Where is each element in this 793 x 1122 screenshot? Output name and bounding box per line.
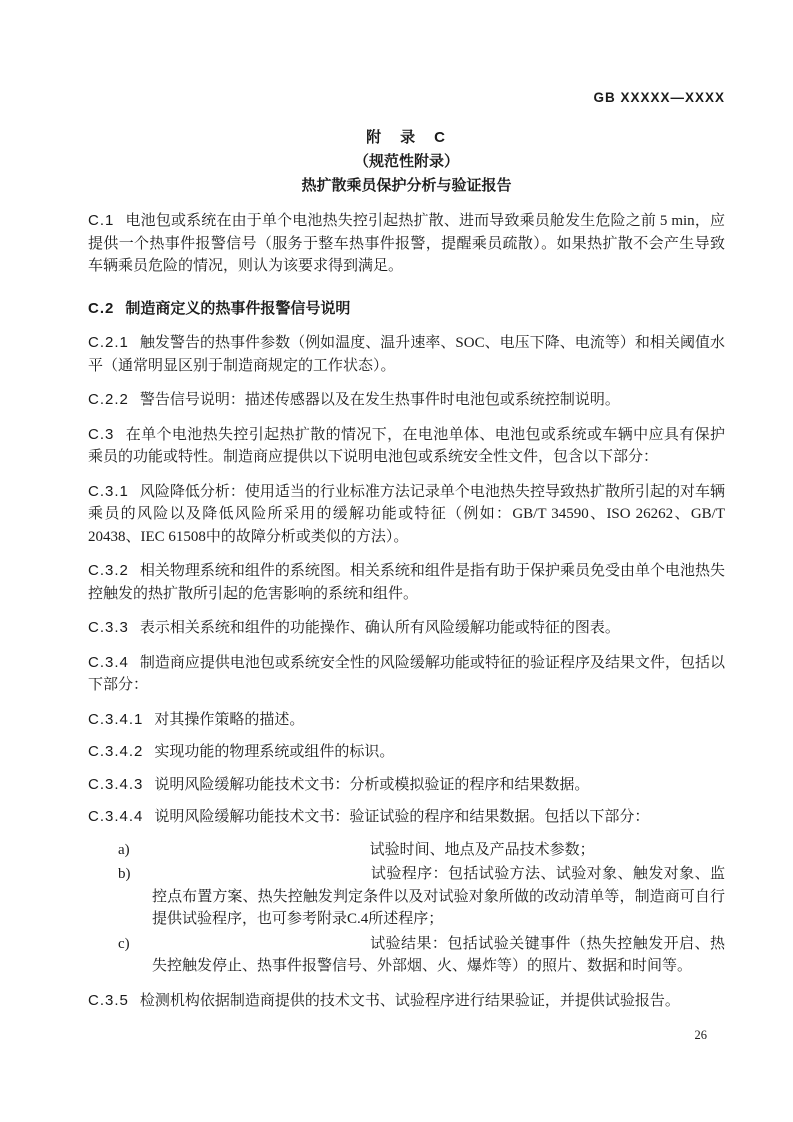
list-letter: c) [118, 935, 130, 952]
clause-number: C.3.4.4 [88, 808, 144, 825]
list-text: 试验程序：包括试验方法、试验对象、触发对象、监控点布置方案、热失控触发判定条件以及对试验对象所做的改动清单等，制造商可自行提供试验程序，也可参考附录C.4所述程序； [152, 866, 725, 927]
clause-text: 相关物理系统和组件的系统图。相关系统和组件是指有助于保护乘员免受由单个电池热失控触发的热扩散所引起的危害影响的系统和组件。 [88, 563, 725, 602]
clause-c32 [88, 560, 725, 605]
page-number: 26 [694, 1028, 707, 1042]
clause-text: 制造商应提供电池包或系统安全性的风险缓解功能或特征的验证程序及结果文件，包括以下部分： [88, 654, 725, 693]
clause-text: 电池包或系统在由于单个电池热失控引起热扩散、进而导致乘员舱发生危险之前 5 min，应提供一个热事件报警信号（服务于整车热事件报警，提醒乘员疏散）。如果热扩散不会产生导致车辆乘员危险的情况，则认为该要求得到满足。 [88, 213, 725, 274]
clause-text: 制造商定义的热事件报警信号说明 [125, 299, 351, 317]
clause-text: 风险降低分析：使用适当的行业标准方法记录单个电池热失控导致热扩散所引起的对车辆乘员的风险以及降低风险所采用的缓解功能或特征（例如：GB/T 34590、ISO 26262、GB/T 20438、IEC 61508中的故障分析或类似的方法）。 [88, 483, 725, 545]
clause-text: 在单个电池热失控引起热扩散的情况下，在电池单体、电池包或系统或车辆中应具有保护乘员的功能或特性。制造商应提供以下说明电池包或系统安全性文件，包含以下部分： [88, 426, 725, 465]
list-item-c [88, 933, 725, 978]
clause-text: 检测机构依据制造商提供的技术文书、试验程序进行结果验证，并提供试验报告。 [139, 992, 680, 1009]
clause-number: C.2.2 [88, 391, 129, 408]
list-letter: b) [118, 866, 131, 882]
clause-number: C.3.5 [88, 991, 129, 1009]
clause-c3 [88, 424, 725, 469]
clause-text: 触发警告的热事件参数（例如温度、温升速率、SOC、电压下降、电流等）和相关阈值水平（通常明显区别于制造商规定的工作状态）。 [88, 335, 725, 374]
clause-number: C.3 [88, 425, 115, 443]
clause-number: C.3.4.2 [88, 743, 144, 760]
list-text: 试验时间、地点及产品技术参数； [369, 841, 595, 858]
clause-c33 [88, 617, 725, 640]
appendix-label: 附 录 C [366, 129, 447, 146]
clause-number: C.2.1 [88, 334, 129, 351]
clause-text: 说明风险缓解功能技术文书：验证试验的程序和结果数据。包括以下部分： [154, 809, 650, 825]
clause-number: C.3.4.3 [88, 775, 144, 793]
clause-c342 [88, 741, 725, 764]
list-item-a [88, 839, 725, 862]
clause-text: 警告信号说明：描述传感器以及在发生热事件时电池包或系统控制说明。 [139, 392, 620, 408]
clause-c1 [88, 210, 725, 278]
clause-c35 [88, 990, 725, 1013]
clause-number: C.3.4.1 [88, 710, 144, 728]
clause-c21 [88, 332, 725, 377]
clause-c341 [88, 709, 725, 732]
clause-c344 [88, 806, 725, 829]
clause-text: 表示相关系统和组件的功能操作、确认所有风险缓解功能或特征的图表。 [139, 620, 620, 636]
clause-c31 [88, 481, 725, 549]
clause-c343 [88, 774, 725, 797]
clause-number: C.3.2 [88, 562, 129, 579]
clause-number: C.3.1 [88, 482, 129, 500]
clause-number: C.3.4 [88, 653, 129, 671]
clause-text: 实现功能的物理系统或组件的标识。 [154, 744, 395, 760]
clause-number: C.1 [88, 212, 115, 229]
appendix-name: 热扩散乘员保护分析与验证报告 [301, 177, 512, 194]
clause-c2-heading [88, 298, 725, 321]
clause-number: C.3.3 [88, 619, 129, 636]
list-letter: a) [118, 841, 130, 858]
doc-code: GB XXXXX—XXXX [593, 90, 725, 105]
clause-number: C.2 [88, 299, 115, 317]
clause-text: 对其操作策略的描述。 [154, 711, 305, 728]
clause-text: 说明风险缓解功能技术文书：分析或模拟验证的程序和结果数据。 [154, 776, 590, 793]
appendix-title-block [88, 126, 725, 198]
list-item-b [88, 863, 725, 931]
clause-c34 [88, 652, 725, 697]
list-text: 试验结果：包括试验关键事件（热失控触发开启、热失控触发停止、热事件报警信号、外部烟、火、爆炸等）的照片、数据和时间等。 [152, 935, 725, 974]
clause-c22 [88, 389, 725, 412]
appendix-type-note: （规范性附录） [353, 153, 459, 170]
